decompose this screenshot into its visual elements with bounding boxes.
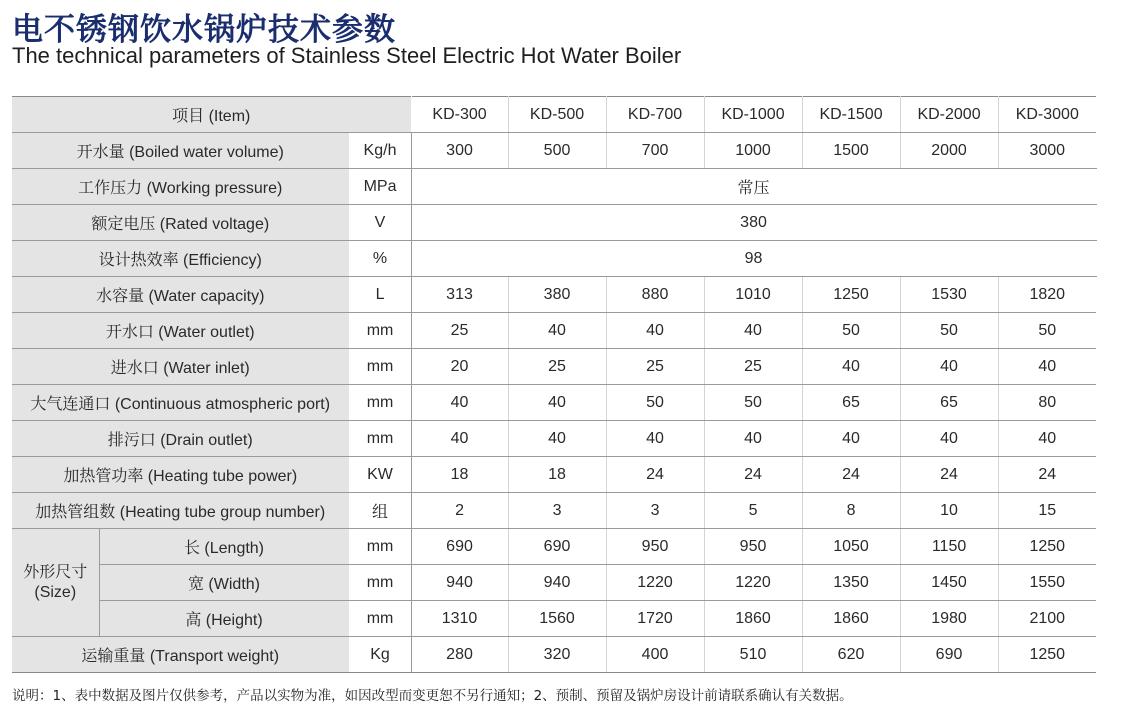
value-cell: 313 bbox=[411, 277, 508, 313]
size-row bbox=[12, 565, 1096, 601]
unit-cell: V bbox=[349, 205, 411, 241]
value-cell: 40 bbox=[998, 421, 1096, 457]
value-cell: 2000 bbox=[900, 133, 998, 169]
value-cell: 300 bbox=[411, 133, 508, 169]
value-cell: 24 bbox=[900, 457, 998, 493]
row-label: 设计热效率 (Efficiency) bbox=[12, 241, 349, 277]
value-cell: 1250 bbox=[998, 529, 1096, 565]
value-cell: 50 bbox=[802, 313, 900, 349]
value-cell: 1500 bbox=[802, 133, 900, 169]
value-cell: 1150 bbox=[900, 529, 998, 565]
row-label: 工作压力 (Working pressure) bbox=[12, 169, 349, 205]
value-cell: 620 bbox=[802, 637, 900, 673]
size-group-cn: 外形尺寸 bbox=[23, 563, 88, 581]
value-cell: 1720 bbox=[606, 601, 704, 637]
value-cell: 1820 bbox=[998, 277, 1096, 313]
value-cell: 65 bbox=[802, 385, 900, 421]
value-cell: 40 bbox=[508, 421, 606, 457]
value-cell: 40 bbox=[411, 385, 508, 421]
unit-cell: KW bbox=[349, 457, 411, 493]
unit-cell: mm bbox=[349, 349, 411, 385]
model-header: KD-1500 bbox=[802, 97, 900, 133]
value-cell: 950 bbox=[704, 529, 802, 565]
size-sub-label: 高 (Height) bbox=[99, 601, 349, 637]
value-cell: 940 bbox=[411, 565, 508, 601]
value-cell: 40 bbox=[998, 349, 1096, 385]
size-row bbox=[12, 601, 1096, 637]
table-row bbox=[12, 133, 1096, 169]
value-cell: 40 bbox=[704, 313, 802, 349]
size-group-en: (Size) bbox=[34, 583, 77, 601]
row-label: 排污口 (Drain outlet) bbox=[12, 421, 349, 457]
row-label: 进水口 (Water inlet) bbox=[12, 349, 349, 385]
model-header: KD-1000 bbox=[704, 97, 802, 133]
unit-cell: mm bbox=[349, 385, 411, 421]
header-item-label: 项目 (Item) bbox=[12, 97, 411, 133]
value-cell: 80 bbox=[998, 385, 1096, 421]
unit-cell: mm bbox=[349, 313, 411, 349]
table-row bbox=[12, 637, 1096, 673]
value-cell: 15 bbox=[998, 493, 1096, 529]
value-cell: 40 bbox=[508, 385, 606, 421]
model-header: KD-2000 bbox=[900, 97, 998, 133]
merged-value: 常压 bbox=[411, 169, 1096, 205]
value-cell: 24 bbox=[704, 457, 802, 493]
value-cell: 2100 bbox=[998, 601, 1096, 637]
unit-cell: mm bbox=[349, 601, 411, 637]
value-cell: 8 bbox=[802, 493, 900, 529]
table-row bbox=[12, 313, 1096, 349]
unit-cell: MPa bbox=[349, 169, 411, 205]
model-header: KD-300 bbox=[411, 97, 508, 133]
value-cell: 1010 bbox=[704, 277, 802, 313]
size-row bbox=[12, 529, 1096, 565]
value-cell: 1220 bbox=[704, 565, 802, 601]
value-cell: 24 bbox=[998, 457, 1096, 493]
unit-cell: Kg/h bbox=[349, 133, 411, 169]
value-cell: 400 bbox=[606, 637, 704, 673]
value-cell: 3 bbox=[508, 493, 606, 529]
size-group-label bbox=[12, 529, 99, 637]
row-label: 加热管功率 (Heating tube power) bbox=[12, 457, 349, 493]
model-header: KD-3000 bbox=[998, 97, 1096, 133]
value-cell: 1000 bbox=[704, 133, 802, 169]
value-cell: 40 bbox=[411, 421, 508, 457]
value-cell: 500 bbox=[508, 133, 606, 169]
value-cell: 1310 bbox=[411, 601, 508, 637]
value-cell: 20 bbox=[411, 349, 508, 385]
value-cell: 40 bbox=[508, 313, 606, 349]
unit-cell: mm bbox=[349, 565, 411, 601]
value-cell: 40 bbox=[606, 313, 704, 349]
value-cell: 40 bbox=[606, 421, 704, 457]
value-cell: 1350 bbox=[802, 565, 900, 601]
size-sub-label: 宽 (Width) bbox=[99, 565, 349, 601]
model-header: KD-700 bbox=[606, 97, 704, 133]
value-cell: 510 bbox=[704, 637, 802, 673]
value-cell: 700 bbox=[606, 133, 704, 169]
value-cell: 25 bbox=[704, 349, 802, 385]
page-title: 电不锈钢饮水锅炉技术参数 bbox=[12, 12, 396, 48]
size-sub-label: 长 (Length) bbox=[99, 529, 349, 565]
value-cell: 24 bbox=[802, 457, 900, 493]
table-row bbox=[12, 457, 1096, 493]
header-row bbox=[12, 97, 1096, 133]
value-cell: 50 bbox=[900, 313, 998, 349]
value-cell: 65 bbox=[900, 385, 998, 421]
value-cell: 40 bbox=[802, 421, 900, 457]
value-cell: 3 bbox=[606, 493, 704, 529]
value-cell: 50 bbox=[704, 385, 802, 421]
unit-cell: mm bbox=[349, 529, 411, 565]
table-row bbox=[12, 349, 1096, 385]
value-cell: 1860 bbox=[802, 601, 900, 637]
value-cell: 1530 bbox=[900, 277, 998, 313]
value-cell: 1220 bbox=[606, 565, 704, 601]
value-cell: 950 bbox=[606, 529, 704, 565]
value-cell: 24 bbox=[606, 457, 704, 493]
value-cell: 280 bbox=[411, 637, 508, 673]
value-cell: 690 bbox=[900, 637, 998, 673]
table-row bbox=[12, 277, 1096, 313]
value-cell: 940 bbox=[508, 565, 606, 601]
value-cell: 5 bbox=[704, 493, 802, 529]
value-cell: 50 bbox=[606, 385, 704, 421]
table-row bbox=[12, 421, 1096, 457]
footnote: 说明：1、表中数据及图片仅供参考，产品以实物为准，如因改型而变更恕不另行通知；2、预制、预留及锅炉房设计前请联系确认有关数据。 bbox=[12, 688, 853, 704]
row-label: 运输重量 (Transport weight) bbox=[12, 637, 349, 673]
table-row bbox=[12, 385, 1096, 421]
unit-cell: 组 bbox=[349, 493, 411, 529]
value-cell: 50 bbox=[998, 313, 1096, 349]
value-cell: 1250 bbox=[998, 637, 1096, 673]
value-cell: 380 bbox=[508, 277, 606, 313]
table-row bbox=[12, 493, 1096, 529]
value-cell: 690 bbox=[411, 529, 508, 565]
value-cell: 18 bbox=[508, 457, 606, 493]
value-cell: 1980 bbox=[900, 601, 998, 637]
value-cell: 1250 bbox=[802, 277, 900, 313]
value-cell: 1860 bbox=[704, 601, 802, 637]
unit-cell: Kg bbox=[349, 637, 411, 673]
value-cell: 40 bbox=[900, 421, 998, 457]
row-label: 加热管组数 (Heating tube group number) bbox=[12, 493, 349, 529]
page-subtitle: The technical parameters of Stainless Steel Electric Hot Water Boiler bbox=[12, 43, 682, 68]
value-cell: 690 bbox=[508, 529, 606, 565]
value-cell: 1450 bbox=[900, 565, 998, 601]
value-cell: 25 bbox=[508, 349, 606, 385]
row-label: 额定电压 (Rated voltage) bbox=[12, 205, 349, 241]
value-cell: 40 bbox=[900, 349, 998, 385]
value-cell: 1560 bbox=[508, 601, 606, 637]
value-cell: 18 bbox=[411, 457, 508, 493]
table-row bbox=[12, 205, 1096, 241]
merged-value: 98 bbox=[411, 241, 1096, 277]
row-label: 大气连通口 (Continuous atmospheric port) bbox=[12, 385, 349, 421]
table-row bbox=[12, 241, 1096, 277]
value-cell: 25 bbox=[606, 349, 704, 385]
row-label: 开水量 (Boiled water volume) bbox=[12, 133, 349, 169]
value-cell: 880 bbox=[606, 277, 704, 313]
merged-value: 380 bbox=[411, 205, 1096, 241]
value-cell: 1050 bbox=[802, 529, 900, 565]
unit-cell: mm bbox=[349, 421, 411, 457]
row-label: 水容量 (Water capacity) bbox=[12, 277, 349, 313]
spec-table bbox=[12, 96, 1097, 673]
unit-cell: % bbox=[349, 241, 411, 277]
value-cell: 25 bbox=[411, 313, 508, 349]
value-cell: 320 bbox=[508, 637, 606, 673]
model-header: KD-500 bbox=[508, 97, 606, 133]
value-cell: 10 bbox=[900, 493, 998, 529]
unit-cell: L bbox=[349, 277, 411, 313]
row-label: 开水口 (Water outlet) bbox=[12, 313, 349, 349]
value-cell: 3000 bbox=[998, 133, 1096, 169]
table-row bbox=[12, 169, 1096, 205]
value-cell: 2 bbox=[411, 493, 508, 529]
value-cell: 40 bbox=[802, 349, 900, 385]
value-cell: 40 bbox=[704, 421, 802, 457]
value-cell: 1550 bbox=[998, 565, 1096, 601]
